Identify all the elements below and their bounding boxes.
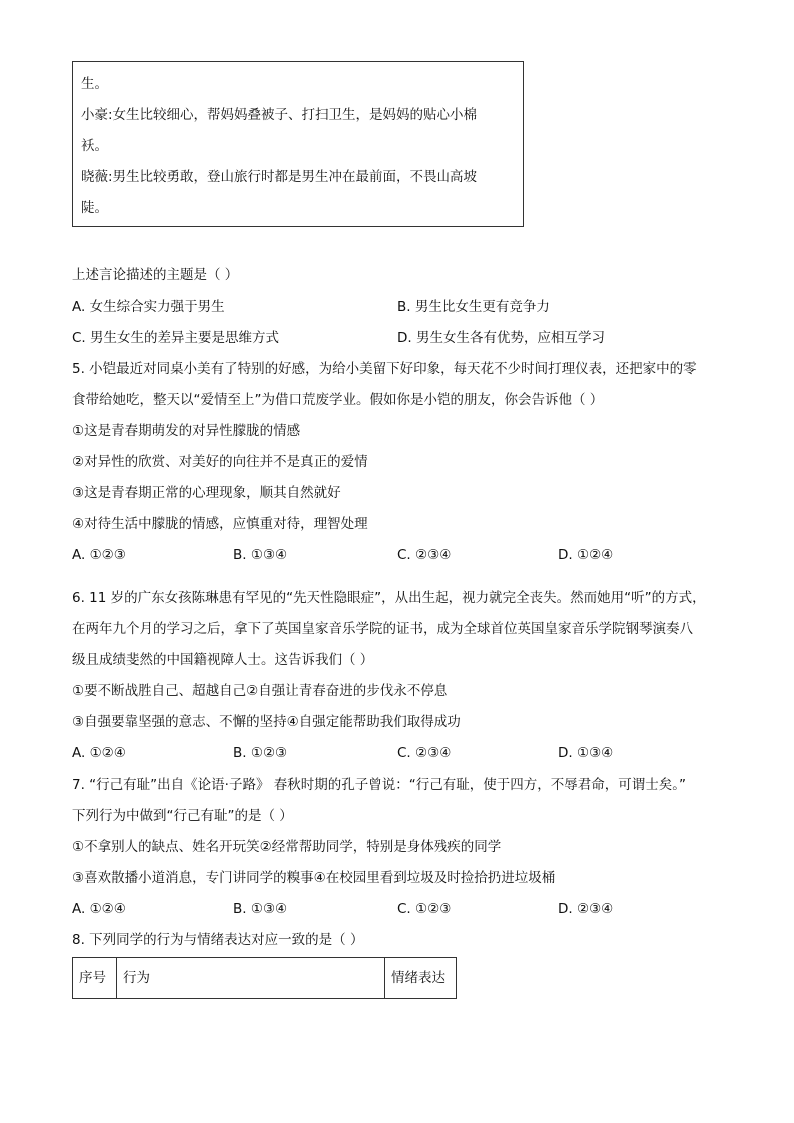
q6-stem-line: 级且成绩斐然的中国籍视障人士。这告诉我们（ ） (72, 652, 374, 668)
q6-item: ③自强要靠坚强的意志、不懈的坚持④自强定能帮助我们取得成功 (72, 714, 461, 730)
q5-item: ②对异性的欣赏、对美好的向往并不是真正的爱情 (72, 454, 368, 470)
q4-option-d: D. 男生女生各有优势，应相互学习 (397, 330, 605, 346)
table-header-behavior: 行为 (123, 970, 150, 986)
q8-table (72, 957, 457, 999)
quote-line: 袄。 (81, 138, 108, 154)
q7-stem-line: 7. “行己有耻”出自《论语·子路》 春秋时期的孔子曾说：“行己有耻，使于四方，不辱君命，可谓士矣。” (72, 777, 686, 793)
q7-item: ③喜欢散播小道消息，专门讲同学的糗事④在校园里看到垃圾及时捡拾扔进垃圾桶 (72, 870, 556, 886)
q4-option-a: A. 女生综合实力强于男生 (72, 299, 225, 315)
q7-option-d: D. ②③④ (558, 901, 614, 917)
q5-item: ④对待生活中朦胧的情感，应慎重对待，理智处理 (72, 516, 368, 532)
q5-item: ③这是青春期正常的心理现象，顺其自然就好 (72, 485, 341, 501)
q4-stem: 上述言论描述的主题是（ ） (72, 267, 239, 283)
q5-option-c: C. ②③④ (397, 547, 452, 563)
q7-item: ①不拿别人的缺点、姓名开玩笑②经常帮助同学，特别是身体残疾的同学 (72, 839, 502, 855)
q6-option-a: A. ①②④ (72, 745, 126, 761)
q5-option-d: D. ①②④ (558, 547, 614, 563)
q5-item: ①这是青春期萌发的对异性朦胧的情感 (72, 423, 301, 439)
q6-option-b: B. ①②③ (233, 745, 288, 761)
q7-option-b: B. ①③④ (233, 901, 288, 917)
q5-option-b: B. ①③④ (233, 547, 288, 563)
q6-item: ①要不断战胜自己、超越自己②自强让青春奋进的步伐永不停息 (72, 683, 448, 699)
q5-stem-line: 食带给她吃，整天以“爱情至上”为借口荒废学业。假如你是小铠的朋友，你会告诉他（ ） (72, 392, 604, 408)
q7-option-c: C. ①②③ (397, 901, 452, 917)
q8-stem: 8. 下列同学的行为与情绪表达对应一致的是（ ） (72, 932, 364, 948)
quote-line: 陡。 (81, 200, 108, 216)
quote-line: 小豪:女生比较细心，帮妈妈叠被子、打扫卫生，是妈妈的贴心小棉 (81, 107, 478, 123)
quote-box (72, 61, 524, 227)
q7-stem-line: 下列行为中做到“行己有耻”的是（ ） (72, 808, 293, 824)
q6-option-d: D. ①③④ (558, 745, 614, 761)
q4-option-c: C. 男生女生的差异主要是思维方式 (72, 330, 280, 346)
quote-line: 生。 (81, 76, 108, 92)
q4-option-b: B. 男生比女生更有竞争力 (397, 299, 550, 315)
q6-option-c: C. ②③④ (397, 745, 452, 761)
q6-stem-line: 在两年九个月的学习之后，拿下了英国皇家音乐学院的证书，成为全球首位英国皇家音乐学院钢琴演奏八 (72, 621, 693, 637)
q5-option-a: A. ①②③ (72, 547, 126, 563)
q7-option-a: A. ①②④ (72, 901, 126, 917)
quote-line: 晓薇:男生比较勇敢，登山旅行时都是男生冲在最前面，不畏山高坡 (81, 169, 478, 185)
q6-stem-line: 6. 11 岁的广东女孩陈琳患有罕见的“先天性隐眼症”，从出生起，视力就完全丧失。然而她用“听”的方式， (72, 590, 706, 606)
q5-stem-line: 5. 小铠最近对同桌小美有了特别的好感，为给小美留下好印象，每天花不少时间打理仪表，还把家中的零 (72, 361, 697, 377)
table-header-index: 序号 (79, 970, 106, 986)
table-header-emotion: 情绪表达 (391, 970, 445, 986)
